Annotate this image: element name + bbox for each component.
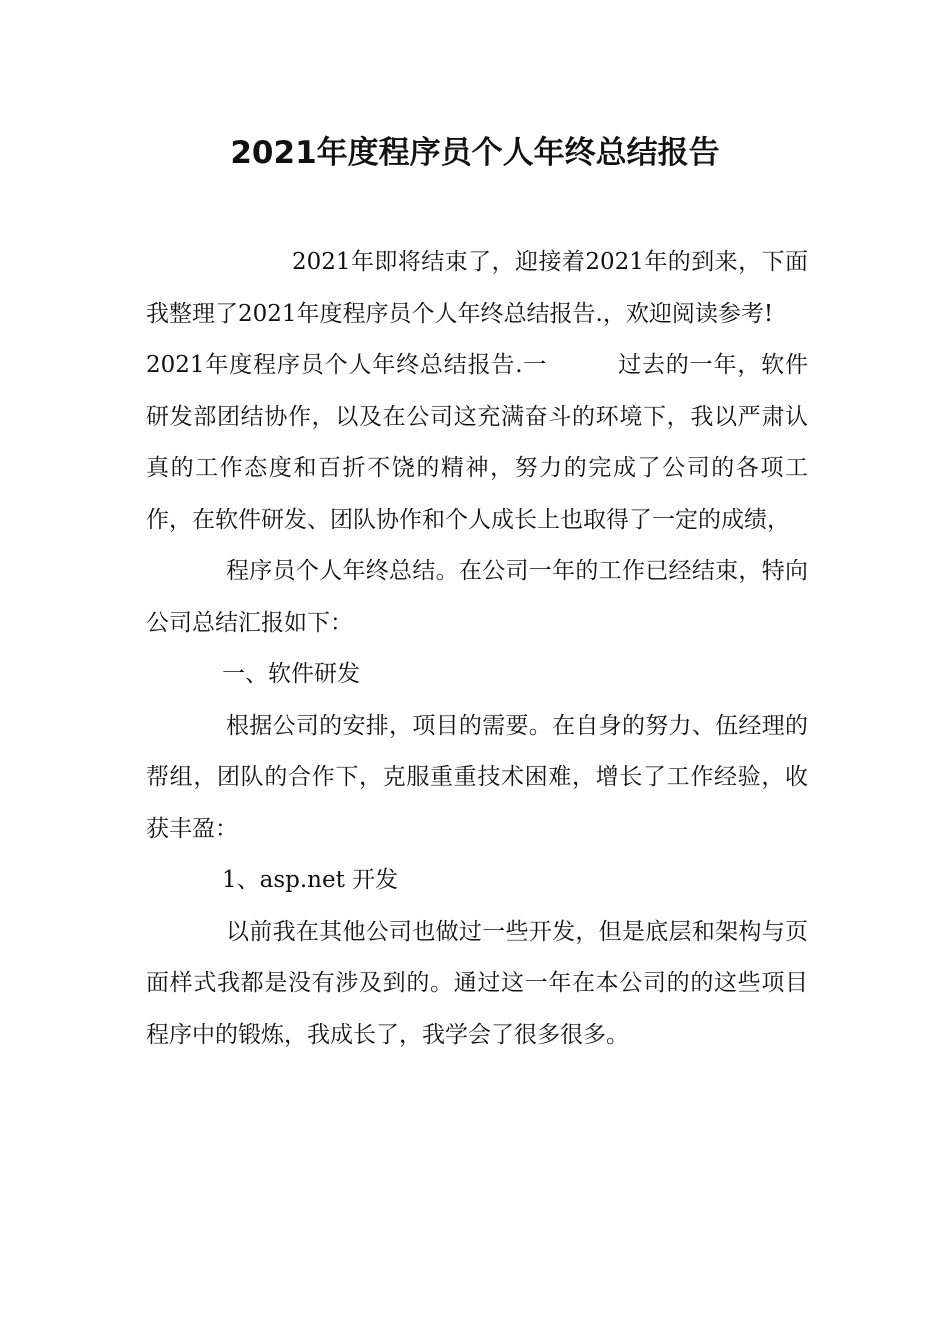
subheading-software-rd: 一、软件研发 [222, 661, 360, 687]
section-one-text: 过去的一年，软件研发部团结协作，以及在公司这充满奋斗的环境下，我以严肃认真的工作态度和百折不饶的精神，努力的完成了公司的各项工作，在软件研发、团队协作和个人成长上也取得了一定的成绩， [146, 352, 808, 533]
subheading-aspnet: 1、asp.net 开发 [222, 867, 399, 893]
section-heading: 2021年度程序员个人年终总结报告.一 [146, 352, 548, 378]
summary-paragraph: 程序员个人年终总结。在公司一年的工作已经结束，特向公司总结汇报如下： [146, 558, 808, 636]
intro-paragraph: 2021年即将结束了，迎接着2021年的到来，下面我整理了2021年度程序员个人年终总结报告.，欢迎阅读参考! [146, 249, 808, 327]
aspnet-paragraph: 以前我在其他公司也做过一些开发，但是底层和架构与页面样式我都是没有涉及到的。通过这一年在本公司的的这些项目程序中的锻炼，我成长了，我学会了很多很多。 [146, 918, 808, 1048]
document-body [146, 237, 808, 1061]
section-one-paragraph [146, 340, 808, 546]
document-title: 2021年度程序员个人年终总结报告 [230, 135, 720, 171]
software-rd-paragraph: 根据公司的安排，项目的需要。在自身的努力、伍经理的帮组，团队的合作下，克服重重技术困难，增长了工作经验，收获丰盈： [146, 712, 808, 842]
